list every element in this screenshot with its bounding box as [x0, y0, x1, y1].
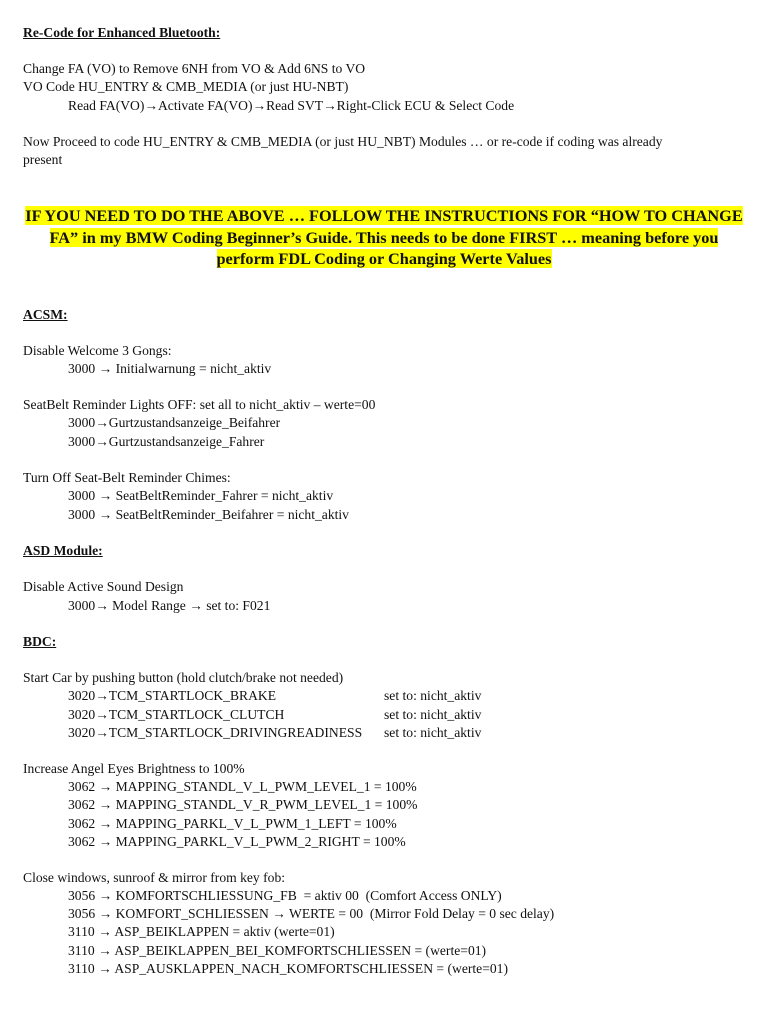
bdc-close-line: 3056 → KOMFORTSCHLIESSUNG_FB = aktiv 00 (Comfort Access ONLY) [68, 888, 502, 903]
bdc-start-value: set to: nicht_aktiv [384, 707, 482, 722]
bdc-close-line: 3110 → ASP_BEIKLAPPEN_BEI_KOMFORTSCHLIESSEN = (werte=01) [68, 943, 487, 958]
recode-heading: Re-Code for Enhanced Bluetooth: [23, 25, 221, 40]
bdc-angel-line: 3062 → MAPPING_STANDL_V_R_PWM_LEVEL_1 = 100% [68, 797, 418, 812]
bdc-start-value: set to: nicht_aktiv [384, 725, 482, 740]
recode-line: VO Code HU_ENTRY & CMB_MEDIA (or just HU-NBT) [23, 79, 349, 94]
acsm-line: 3000→Gurtzustandsanzeige_Beifahrer [68, 415, 281, 430]
bdc-close-line: 3110 → ASP_AUSKLAPPEN_NACH_KOMFORTSCHLIESSEN = (werte=01) [68, 961, 508, 976]
recode-line: Now Proceed to code HU_ENTRY & CMB_MEDIA (or just HU_NBT) Modules … or re-code if coding was already [23, 134, 663, 149]
asd-heading: ASD Module: [23, 543, 103, 558]
bdc-angel-line: 3062 → MAPPING_PARKL_V_L_PWM_2_RIGHT = 100% [68, 834, 406, 849]
acsm-line: Disable Welcome 3 Gongs: [23, 343, 172, 358]
warning-notice [20, 205, 748, 270]
bdc-start-title: Start Car by pushing button (hold clutch/brake not needed) [23, 670, 344, 685]
recode-line: Change FA (VO) to Remove 6NH from VO & Add 6NS to VO [23, 61, 366, 76]
warning-notice-text: IF YOU NEED TO DO THE ABOVE … FOLLOW THE INSTRUCTIONS FOR “HOW TO CHANGE FA” in my BMW Coding Beginner’s Guide. This needs to be done FIRST … meaning before you perform FDL Coding or Changing Werte Values [25, 206, 743, 268]
acsm-line: 3000 → SeatBeltReminder_Fahrer = nicht_aktiv [68, 488, 334, 503]
acsm-heading: ACSM: [23, 307, 68, 322]
bdc-start-code: 3020→TCM_STARTLOCK_DRIVINGREADINESS [68, 725, 363, 740]
asd-line: Disable Active Sound Design [23, 579, 184, 594]
acsm-line: Turn Off Seat-Belt Reminder Chimes: [23, 470, 231, 485]
acsm-line: SeatBelt Reminder Lights OFF: set all to nicht_aktiv – werte=00 [23, 397, 376, 412]
bdc-angel-line: 3062 → MAPPING_STANDL_V_L_PWM_LEVEL_1 = 100% [68, 779, 417, 794]
asd-line: 3000→ Model Range → set to: F021 [68, 598, 271, 613]
bdc-heading: BDC: [23, 634, 57, 649]
bdc-close-line: 3056 → KOMFORT_SCHLIESSEN → WERTE = 00 (Mirror Fold Delay = 0 sec delay) [68, 906, 555, 921]
bdc-start-code: 3020→TCM_STARTLOCK_BRAKE [68, 688, 277, 703]
bdc-angel-line: 3062 → MAPPING_PARKL_V_L_PWM_1_LEFT = 100% [68, 816, 397, 831]
bdc-start-code: 3020→TCM_STARTLOCK_CLUTCH [68, 707, 285, 722]
recode-line: present [23, 152, 63, 167]
bdc-start-value: set to: nicht_aktiv [384, 688, 482, 703]
acsm-line: 3000→Gurtzustandsanzeige_Fahrer [68, 434, 265, 449]
bdc-close-line: 3110 → ASP_BEIKLAPPEN = aktiv (werte=01) [68, 924, 335, 939]
recode-line: Read FA(VO)→Activate FA(VO)→Read SVT→Right-Click ECU & Select Code [68, 98, 515, 113]
bdc-angel-title: Increase Angel Eyes Brightness to 100% [23, 761, 245, 776]
acsm-line: 3000 → Initialwarnung = nicht_aktiv [68, 361, 272, 376]
acsm-line: 3000 → SeatBeltReminder_Beifahrer = nicht_aktiv [68, 507, 349, 522]
bdc-close-title: Close windows, sunroof & mirror from key fob: [23, 870, 286, 885]
